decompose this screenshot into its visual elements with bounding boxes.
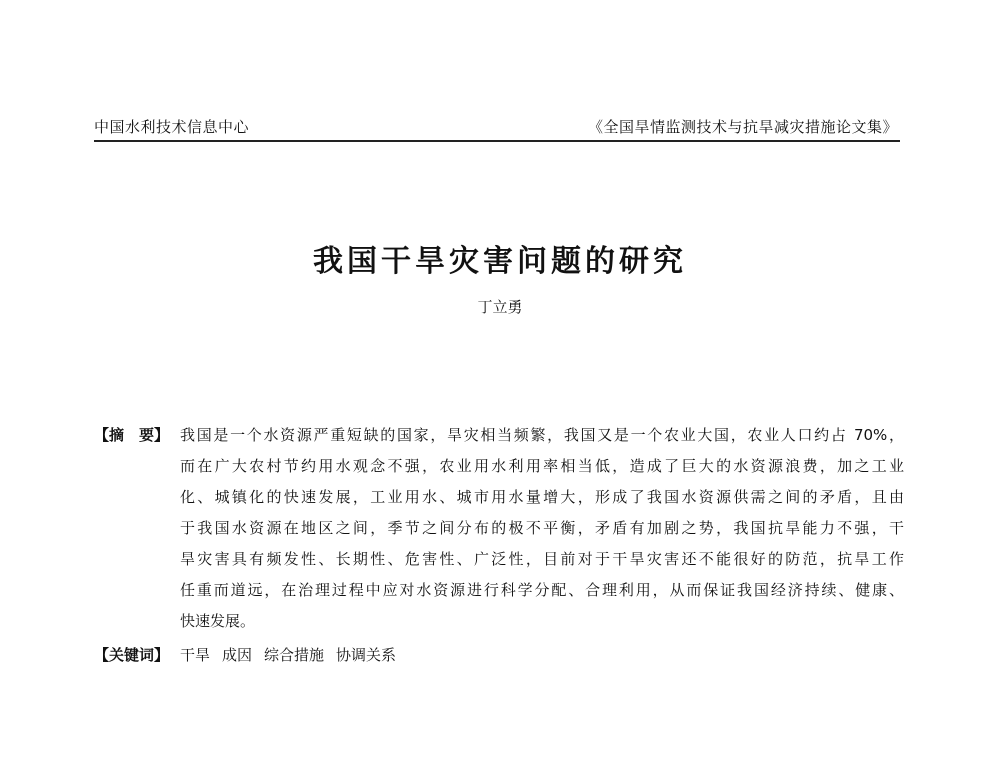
abstract-section — [94, 420, 904, 671]
header-organization: 中国水利技术信息中心 — [94, 118, 250, 136]
abstract-line: 化、城镇化的快速发展，工业用水、城市用水量增大，形成了我国水资源供需之间的矛盾，且由 — [180, 488, 904, 506]
header-collection-title: 《全国旱情监测技术与抗旱减灾措施论文集》 — [587, 118, 898, 136]
abstract-text — [180, 420, 904, 637]
paper-title: 我国干旱灾害问题的研究 — [313, 244, 687, 279]
running-header — [94, 112, 900, 140]
abstract-line: 于我国水资源在地区之间，季节之间分布的极不平衡，矛盾有加剧之势，我国抗旱能力不强，干 — [180, 519, 904, 537]
keyword: 协调关系 — [336, 646, 397, 664]
header-divider — [94, 140, 900, 142]
keyword: 成因 — [222, 646, 253, 664]
abstract-line: 而在广大农村节约用水观念不强，农业用水利用率相当低，造成了巨大的水资源浪费，加之工业 — [180, 457, 904, 475]
abstract-line: 我国是一个水资源严重短缺的国家，旱灾相当频繁，我国又是一个农业大国，农业人口约占 70%， — [180, 426, 904, 444]
abstract-block — [94, 420, 904, 637]
keyword: 干旱 — [180, 646, 211, 664]
keywords-label: 【关键词】 — [94, 646, 170, 664]
abstract-label: 【摘 要】 — [94, 426, 170, 444]
abstract-line: 快速发展。 — [180, 612, 256, 630]
keyword: 综合措施 — [264, 646, 325, 664]
abstract-line: 任重而道远，在治理过程中应对水资源进行科学分配、合理利用，从而保证我国经济持续、健康、 — [180, 581, 904, 599]
keywords-list — [180, 640, 904, 671]
keywords-block — [94, 640, 904, 671]
abstract-line: 旱灾害具有频发性、长期性、危害性、广泛性，目前对于干旱灾害还不能很好的防范，抗旱工作 — [180, 550, 904, 568]
paper-author: 丁立勇 — [477, 298, 523, 316]
